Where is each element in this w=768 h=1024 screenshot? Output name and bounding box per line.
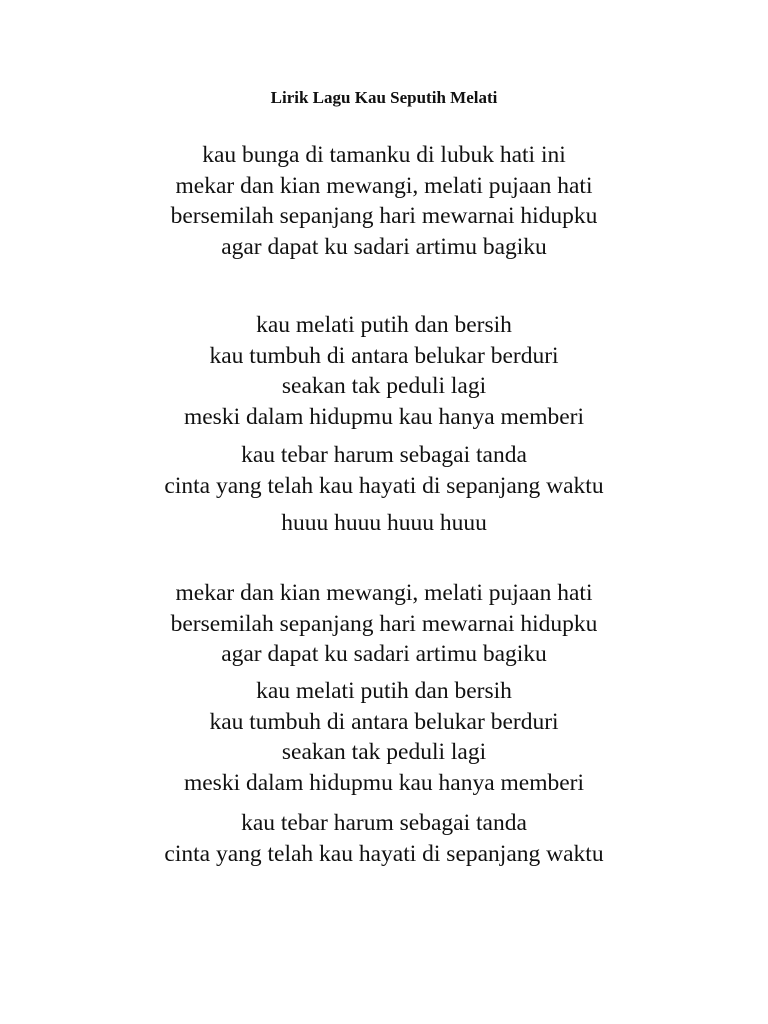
stanza-7 bbox=[0, 808, 768, 869]
stanza-4 bbox=[0, 508, 768, 539]
lyric-line: mekar dan kian mewangi, melati pujaan hati bbox=[175, 172, 593, 199]
page-title: Lirik Lagu Kau Seputih Melati bbox=[270, 88, 498, 107]
lyric-line: bersemilah sepanjang hari mewarnai hidupku bbox=[170, 203, 598, 229]
lyric-line: agar dapat ku sadari artimu bagiku bbox=[221, 641, 547, 667]
lyric-line: cinta yang telah kau hayati di sepanjang waktu bbox=[164, 472, 604, 499]
lyric-line: seakan tak peduli lagi bbox=[281, 739, 487, 765]
stanza-5 bbox=[0, 578, 768, 670]
stanza-1 bbox=[0, 140, 768, 262]
lyric-line: kau tumbuh di antara belukar berduri bbox=[209, 708, 559, 735]
lyric-line: meski dalam hidupmu kau hanya memberi bbox=[183, 769, 585, 796]
lyric-line: huuu huuu huuu huuu bbox=[281, 510, 487, 536]
lyric-line: mekar dan kian mewangi, melati pujaan hati bbox=[175, 580, 593, 606]
stanza-3 bbox=[0, 440, 768, 501]
lyric-line: kau tebar harum sebagai tanda bbox=[241, 442, 527, 468]
lyric-line: bersemilah sepanjang hari mewarnai hidupku bbox=[170, 610, 598, 637]
stanza-6 bbox=[0, 676, 768, 798]
lyric-line: cinta yang telah kau hayati di sepanjang waktu bbox=[164, 840, 604, 867]
stanza-2 bbox=[0, 310, 768, 432]
lyric-line: kau melati putih dan bersih bbox=[256, 312, 512, 338]
lyric-line: kau tumbuh di antara belukar berduri bbox=[209, 342, 559, 369]
lyric-line: agar dapat ku sadari artimu bagiku bbox=[221, 233, 547, 260]
lyric-line: meski dalam hidupmu kau hanya memberi bbox=[183, 403, 585, 430]
lyric-line: kau bunga di tamanku di lubuk hati ini bbox=[202, 142, 566, 168]
lyric-line: seakan tak peduli lagi bbox=[281, 373, 487, 399]
lyric-line: kau tebar harum sebagai tanda bbox=[241, 810, 527, 836]
lyric-line: kau melati putih dan bersih bbox=[256, 678, 512, 704]
